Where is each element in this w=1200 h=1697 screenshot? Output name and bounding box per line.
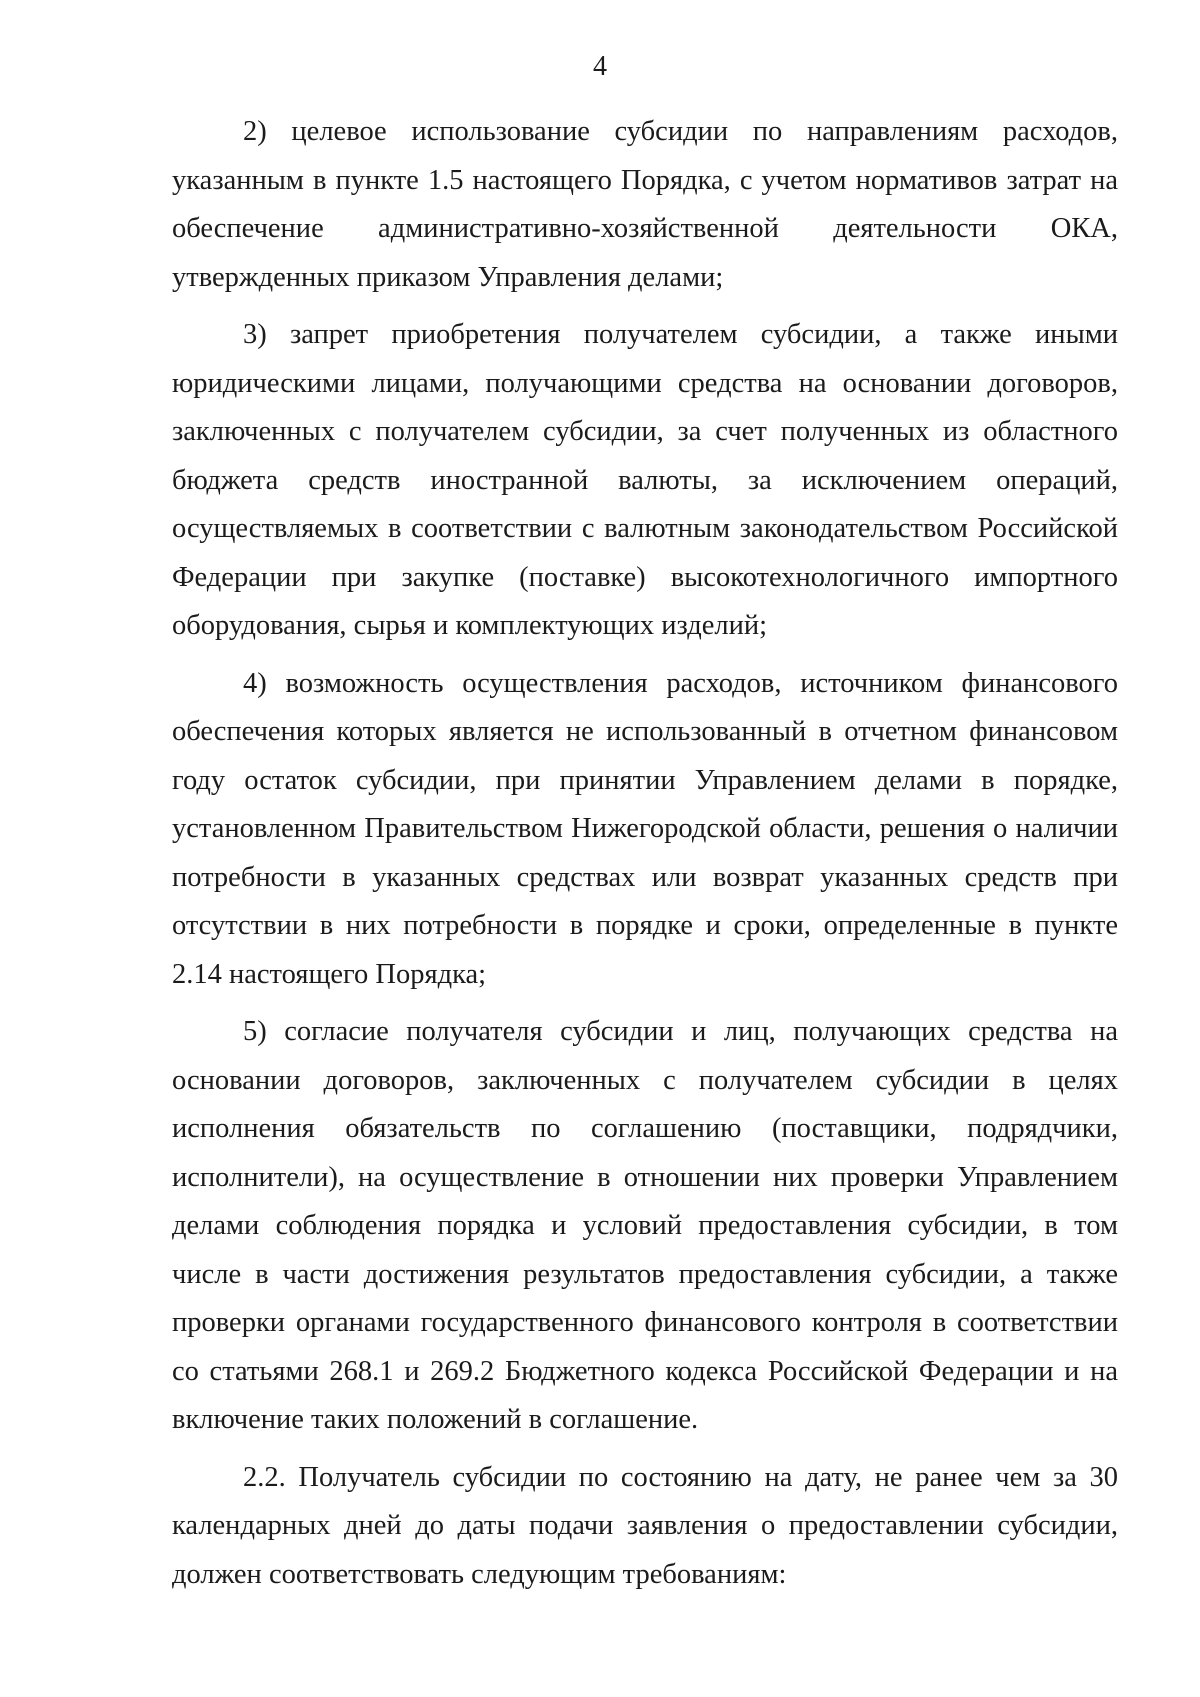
page-number: 4 [593,51,607,82]
paragraph-item-2: 2) целевое использование субсидии по направлениям расходов, указанным в пункте 1.5 настоящего Порядка, с учетом нормативов затрат на обеспечение административно-хозяйственной деятельности ОКА, утвержденных приказом Управления делами; [172,116,1118,293]
paragraph-item-3: 3) запрет приобретения получателем субсидии, а также иными юридическими лицами, получающими средства на основании договоров, заключенных с получателем субсидии, за счет полученных из областного бюджета средств иностранной валюты, за исключением операций, осуществляемых в соответствии с валютным законодательством Российской Федерации при закупке (поставке) высокотехнологичного импортного оборудования, сырья и комплектующих изделий; [172,319,1118,641]
document-body [172,108,1118,1608]
paragraph-item-4: 4) возможность осуществления расходов, источником финансового обеспечения которых является не использованный в отчетном финансовом году остаток субсидии, при принятии Управлением делами в порядке, установленном Правительством Нижегородской области, решения о наличии потребности в указанных средствах или возврат указанных средств при отсутствии в них потребности в порядке и сроки, определенные в пункте 2.14 настоящего Порядка; [172,667,1118,990]
paragraph-item-5: 5) согласие получателя субсидии и лиц, получающих средства на основании договоров, заключенных с получателем субсидии в целях исполнения обязательств по соглашению (поставщики, подрядчики, исполнители), на осуществление в отношении них проверки Управлением делами соблюдения порядка и условий предоставления субсидии, в том числе в части достижения результатов предоставления субсидии, а также проверки органами государственного финансового контроля в соответствии со статьями 268.1 и 269.2 Бюджетного кодекса Российской Федерации и на включение таких положений в соглашение. [172,1016,1118,1435]
paragraph-section-2-2: 2.2. Получатель субсидии по состоянию на дату, не ранее чем за 30 календарных дней до даты подачи заявления о предоставлении субсидии, должен соответствовать следующим требованиям: [172,1461,1118,1590]
